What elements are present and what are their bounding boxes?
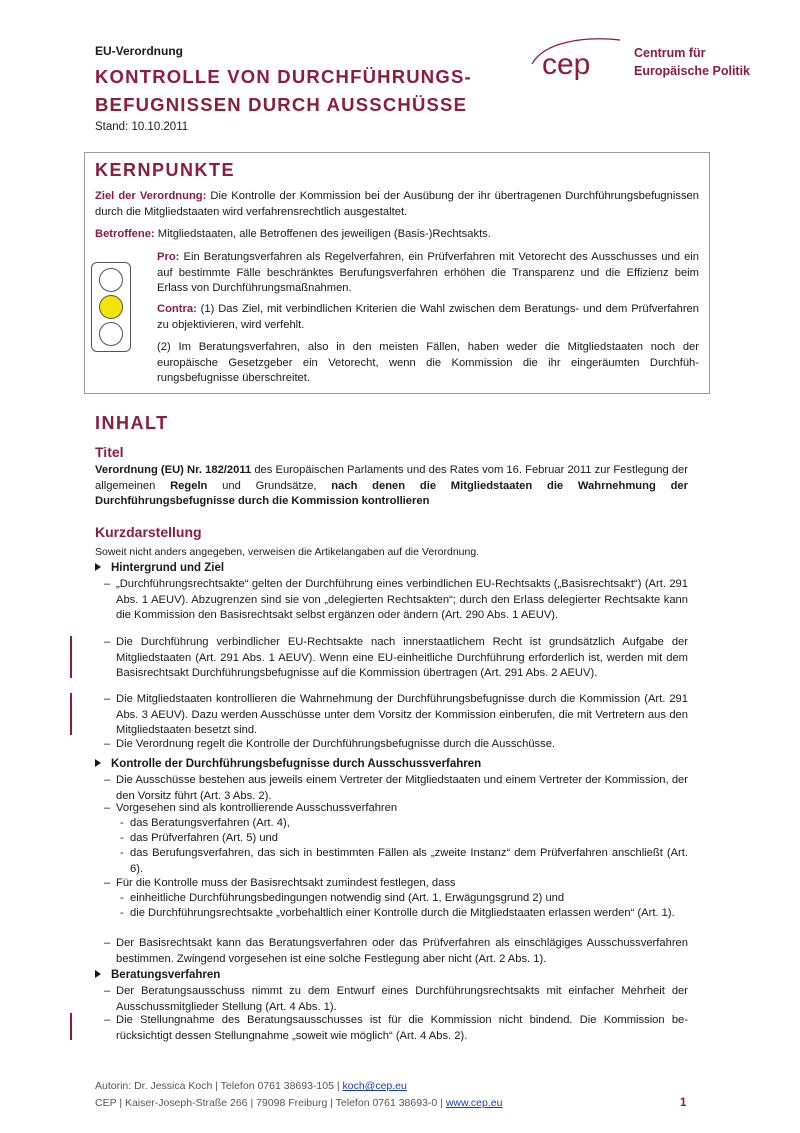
regulation-title-text-2: und Grundsätze, (207, 479, 332, 492)
traffic-light-icon (91, 262, 131, 352)
contra-paragraph-2: (2) Im Beratungsverfahren, also in den meisten Fällen, haben weder die Mitgliedstaaten noch der europäische Gesetzgeber ein Vetorecht, wenn die Kommission die ihr eingeräumten Durchführungsbefugnisse überschreitet. (157, 341, 699, 384)
list-item: – Die Verordnung regelt die Kontrolle der Durchführungsbefugnisse durch die Ausschüsse. (104, 738, 556, 750)
traffic-light-middle-active (99, 295, 123, 319)
list-item: – Die Mitgliedstaaten kontrollieren die Wahrnehmung der Durchführungsbefugnisse durch die Kommission (Art. 291 Abs. 3 AEUV). Dazu werden Ausschüsse unter dem Vorsitz der Kommission einberufen, die mit Vertretern aus den Mitgliedstaaten besetzt sind. (104, 693, 688, 736)
contra-text-1: (1) Das Ziel, mit verbindlichen Kriterien die Wahl zwischen dem Beratungs- und dem Prüfverfahren zu objektivieren, wird verfehlt. (157, 303, 699, 331)
traffic-light-top (99, 268, 123, 292)
summary-heading: Kurzdarstellung (95, 524, 202, 540)
footer-author-line (95, 1080, 407, 1092)
section-title: Hintergrund und Ziel (111, 562, 225, 574)
website-link[interactable]: www.cep.eu (445, 1097, 503, 1109)
title-line-1: KONTROLLE VON DURCHFÜHRUNGS- (95, 66, 472, 87)
contra-paragraph-1 (157, 302, 699, 333)
sub-list-item: - einheitliche Durchführungsbedingungen notwendig sind (Art. 1, Erwägungsgrund 2) und (120, 892, 565, 904)
affected-text: Mitgliedstaaten, alle Betroffenen des jeweiligen (Basis-)Rechtsakts. (154, 228, 491, 240)
list-item: – Der Basisrechtsakt kann das Beratungsverfahren oder das Prüfverfahren als einschlägiges Ausschussverfahren bestimmen. Zwingend vorgesehen ist eine solche Festlegung aber nicht (Art. 2 Abs. 1). (104, 937, 688, 965)
regulation-title-text-1: des Europäischen Parlaments und des Rates vom 16. Februar 2011 zur Festlegung der allgemeinen (95, 464, 688, 492)
change-marker (70, 636, 72, 678)
list-item: – Der Beratungsausschuss nimmt zu dem Entwurf eines Durchführungsrechtsakts mit einfacher Mehrheit der Ausschussmitglieder Stellung (Art. 4 Abs. 1). (104, 985, 688, 1013)
objective-paragraph (95, 189, 699, 220)
contra-label: Contra: (157, 303, 197, 315)
traffic-light-bottom (99, 322, 123, 346)
list-item: – Die Stellungnahme des Beratungsausschusses ist für die Kommission nicht bindend. Die Kommission berücksichtigt dessen Stellungnahme „soweit wie möglich“ (Art. 4 Abs. 2). (104, 1014, 688, 1042)
pro-text: Ein Beratungsverfahren als Regelverfahren, ein Prüfverfahren mit Vetorecht des Ausschusses und ein auf bestimmte Fälle beschränktes Berufungsverfahren erhöhen die Transparenz und die Effizienz beim Erlass von Durchführungsmaßnahmen. (157, 251, 699, 294)
regulation-title-bold-3: nach denen die Mitgliedstaaten die Wahrnehmung der Durchführungsbefugnisse durch die Kommission kontrollieren (95, 479, 688, 507)
change-marker (70, 693, 72, 735)
sub-list-item: - das Berufungsverfahren, das sich in bestimmten Fällen als „zweite Instanz“ dem Prüfverfahren anschließt (Art. 6). (120, 847, 688, 875)
list-item: – Die Ausschüsse bestehen aus jeweils einem Vertreter der Mitgliedstaaten und einem Vertreter der Kommission, der den Vorsitz führt (Art. 3 Abs. 2). (104, 774, 688, 802)
regulation-number: Verordnung (EU) Nr. 182/2011 (95, 464, 252, 476)
bullet-arrow-icon (95, 970, 101, 978)
author-email-link[interactable]: koch@cep.eu (342, 1080, 407, 1092)
document-date: Stand: 10.10.2011 (95, 121, 189, 133)
footer-address-line (95, 1097, 502, 1109)
objective-text: Die Kontrolle der Kommission bei der Ausübung der ihr übertragenen Durchführungsbefugnissen durch die Mitgliedstaaten wird verfahrensrechtlich ausgestaltet. (95, 190, 699, 218)
pro-paragraph (157, 250, 699, 297)
section-title: Beratungsverfahren (111, 969, 221, 981)
list-item: – Für die Kontrolle muss der Basisrechtsakt zumindest festlegen, dass (104, 877, 456, 889)
regulation-title-paragraph (95, 463, 688, 510)
organization-name (634, 44, 750, 80)
pro-label: Pro: (157, 251, 180, 263)
org-line-2: Europäische Politik (634, 64, 751, 78)
key-points-heading: KERNPUNKTE (95, 160, 236, 180)
sub-list-item: - das Beratungsverfahren (Art. 4), (120, 817, 290, 829)
section-background-objective (95, 562, 224, 574)
section-committee-control (95, 758, 481, 770)
section-advisory-procedure (95, 969, 220, 981)
footer-author-text: Autorin: Dr. Jessica Koch | Telefon 0761 38693-105 | (95, 1080, 343, 1092)
title-line-2: BEFUGNISSEN DURCH AUSSCHÜSSE (95, 94, 468, 115)
title-section-heading: Titel (95, 444, 124, 460)
affected-label: Betroffene: (95, 228, 155, 240)
footer-address-text: CEP | Kaiser-Joseph-Straße 266 | 79098 Freiburg | Telefon 0761 38693-0 | (95, 1097, 446, 1109)
cep-logo (524, 34, 624, 86)
document-title (95, 63, 472, 119)
affected-paragraph (95, 227, 699, 243)
page-number: 1 (680, 1097, 687, 1109)
objective-label: Ziel der Verordnung: (95, 190, 207, 202)
bullet-arrow-icon (95, 563, 101, 571)
summary-note: Soweit nicht anders angegeben, verweisen die Artikelangaben auf die Verordnung. (95, 546, 480, 558)
logo-wordmark: cep (542, 48, 591, 81)
list-item: – „Durchführungsrechtsakte“ gelten der Durchführung eines verbindlichen EU-Rechtsakts („Basisrechtsakt“) (Art. 291 Abs. 1 AEUV). Abzugrenzen sind sie von „delegierten Rechtsakten“; durch den Erlass delegierter Rechtsakte kann die Kommission den Basisrechtsakt selbst ergänzen oder ändern (Art. 290 Abs. 1 AEUV). (104, 578, 688, 621)
content-heading: INHALT (95, 413, 169, 433)
regulation-title-bold-2: Regeln (170, 479, 208, 492)
list-item: – Vorgesehen sind als kontrollierende Ausschussverfahren (104, 802, 398, 814)
change-marker (70, 1013, 72, 1040)
sub-list-item: - die Durchführungsrechtsakte „vorbehaltlich einer Kontrolle durch die Mitgliedstaaten erlassen werden“ (Art. 1). (120, 907, 675, 919)
section-title: Kontrolle der Durchführungsbefugnisse durch Ausschussverfahren (111, 758, 482, 770)
sub-list-item: - das Prüfverfahren (Art. 5) und (120, 832, 278, 844)
list-item: – Die Durchführung verbindlicher EU-Rechtsakte nach innerstaatlichem Recht ist grundsätzlich Aufgabe der Mitgliedstaaten (Art. 291 Abs. 1 AEUV). Wenn eine EU-einheitliche Durchführung erforderlich ist, werden mit dem Basisrechtsakt Durchführungsbefugnisse auf die Kommission übertragen (Art. 291 Abs. 2 AEUV). (104, 636, 688, 679)
document-type: EU-Verordnung (95, 44, 184, 58)
bullet-arrow-icon (95, 759, 101, 767)
org-line-1: Centrum für (634, 46, 706, 60)
